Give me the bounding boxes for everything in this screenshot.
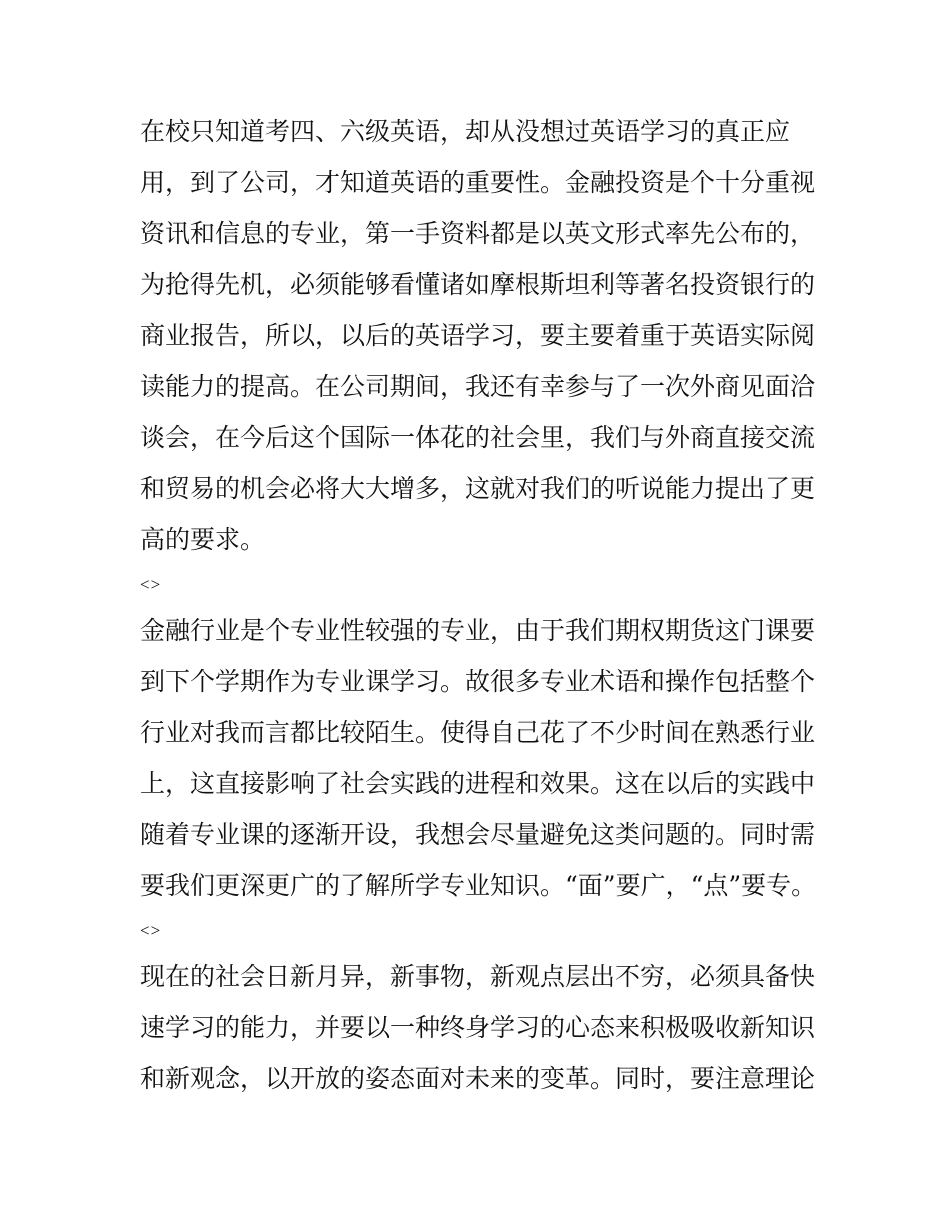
text-line: 到下个学期作为专业课学习。故很多专业术语和操作包括整个 <box>140 667 816 696</box>
text-line: 高的要求。 <box>140 525 266 554</box>
paragraph-2 <box>140 605 820 911</box>
text-line: 现在的社会日新月异，新事物，新观点层出不穷，必须具备快 <box>140 962 816 991</box>
text-line: 为抢得先机，必须能够看懂诸如摩根斯坦利等著名投资银行的 <box>140 270 816 299</box>
text-line: 上，这直接影响了社会实践的进程和效果。这在以后的实践中 <box>140 769 816 798</box>
text-line: 和贸易的机会必将大大增多，这就对我们的听说能力提出了更 <box>140 474 816 503</box>
text-line: 商业报告，所以，以后的英语学习，要主要着重于英语实际阅 <box>140 321 816 350</box>
text-line: 谈会，在今后这个国际一体花的社会里，我们与外商直接交流 <box>140 423 816 452</box>
text-line: 读能力的提高。在公司期间，我还有幸参与了一次外商见面洽 <box>140 372 816 401</box>
paragraph-3 <box>140 951 820 1104</box>
paragraph-separator: <> <box>140 921 162 940</box>
text-line: 随着专业课的逐渐开设，我想会尽量避免这类问题的。同时需 <box>140 820 816 849</box>
document-body <box>140 106 820 1104</box>
paragraph-separator: <> <box>140 575 162 594</box>
text-line: 速学习的能力，并要以一种终身学习的心态来积极吸收新知识 <box>140 1013 816 1042</box>
text-line: 资讯和信息的专业，第一手资料都是以英文形式率先公布的， <box>140 219 816 248</box>
paragraph-1 <box>140 106 820 565</box>
text-line: 在校只知道考四、六级英语，却从没想过英语学习的真正应 <box>140 117 791 146</box>
text-line: 行业对我而言都比较陌生。使得自己花了不少时间在熟悉行业 <box>140 718 816 747</box>
text-line: 要我们更深更广的了解所学专业知识。“面”要广，“点”要专。 <box>140 871 817 900</box>
text-line: 金融行业是个专业性较强的专业，由于我们期权期货这门课要 <box>140 616 816 645</box>
text-line: 和新观念，以开放的姿态面对未来的变革。同时，要注意理论 <box>140 1064 816 1093</box>
text-line: 用，到了公司，才知道英语的重要性。金融投资是个十分重视 <box>140 168 816 197</box>
